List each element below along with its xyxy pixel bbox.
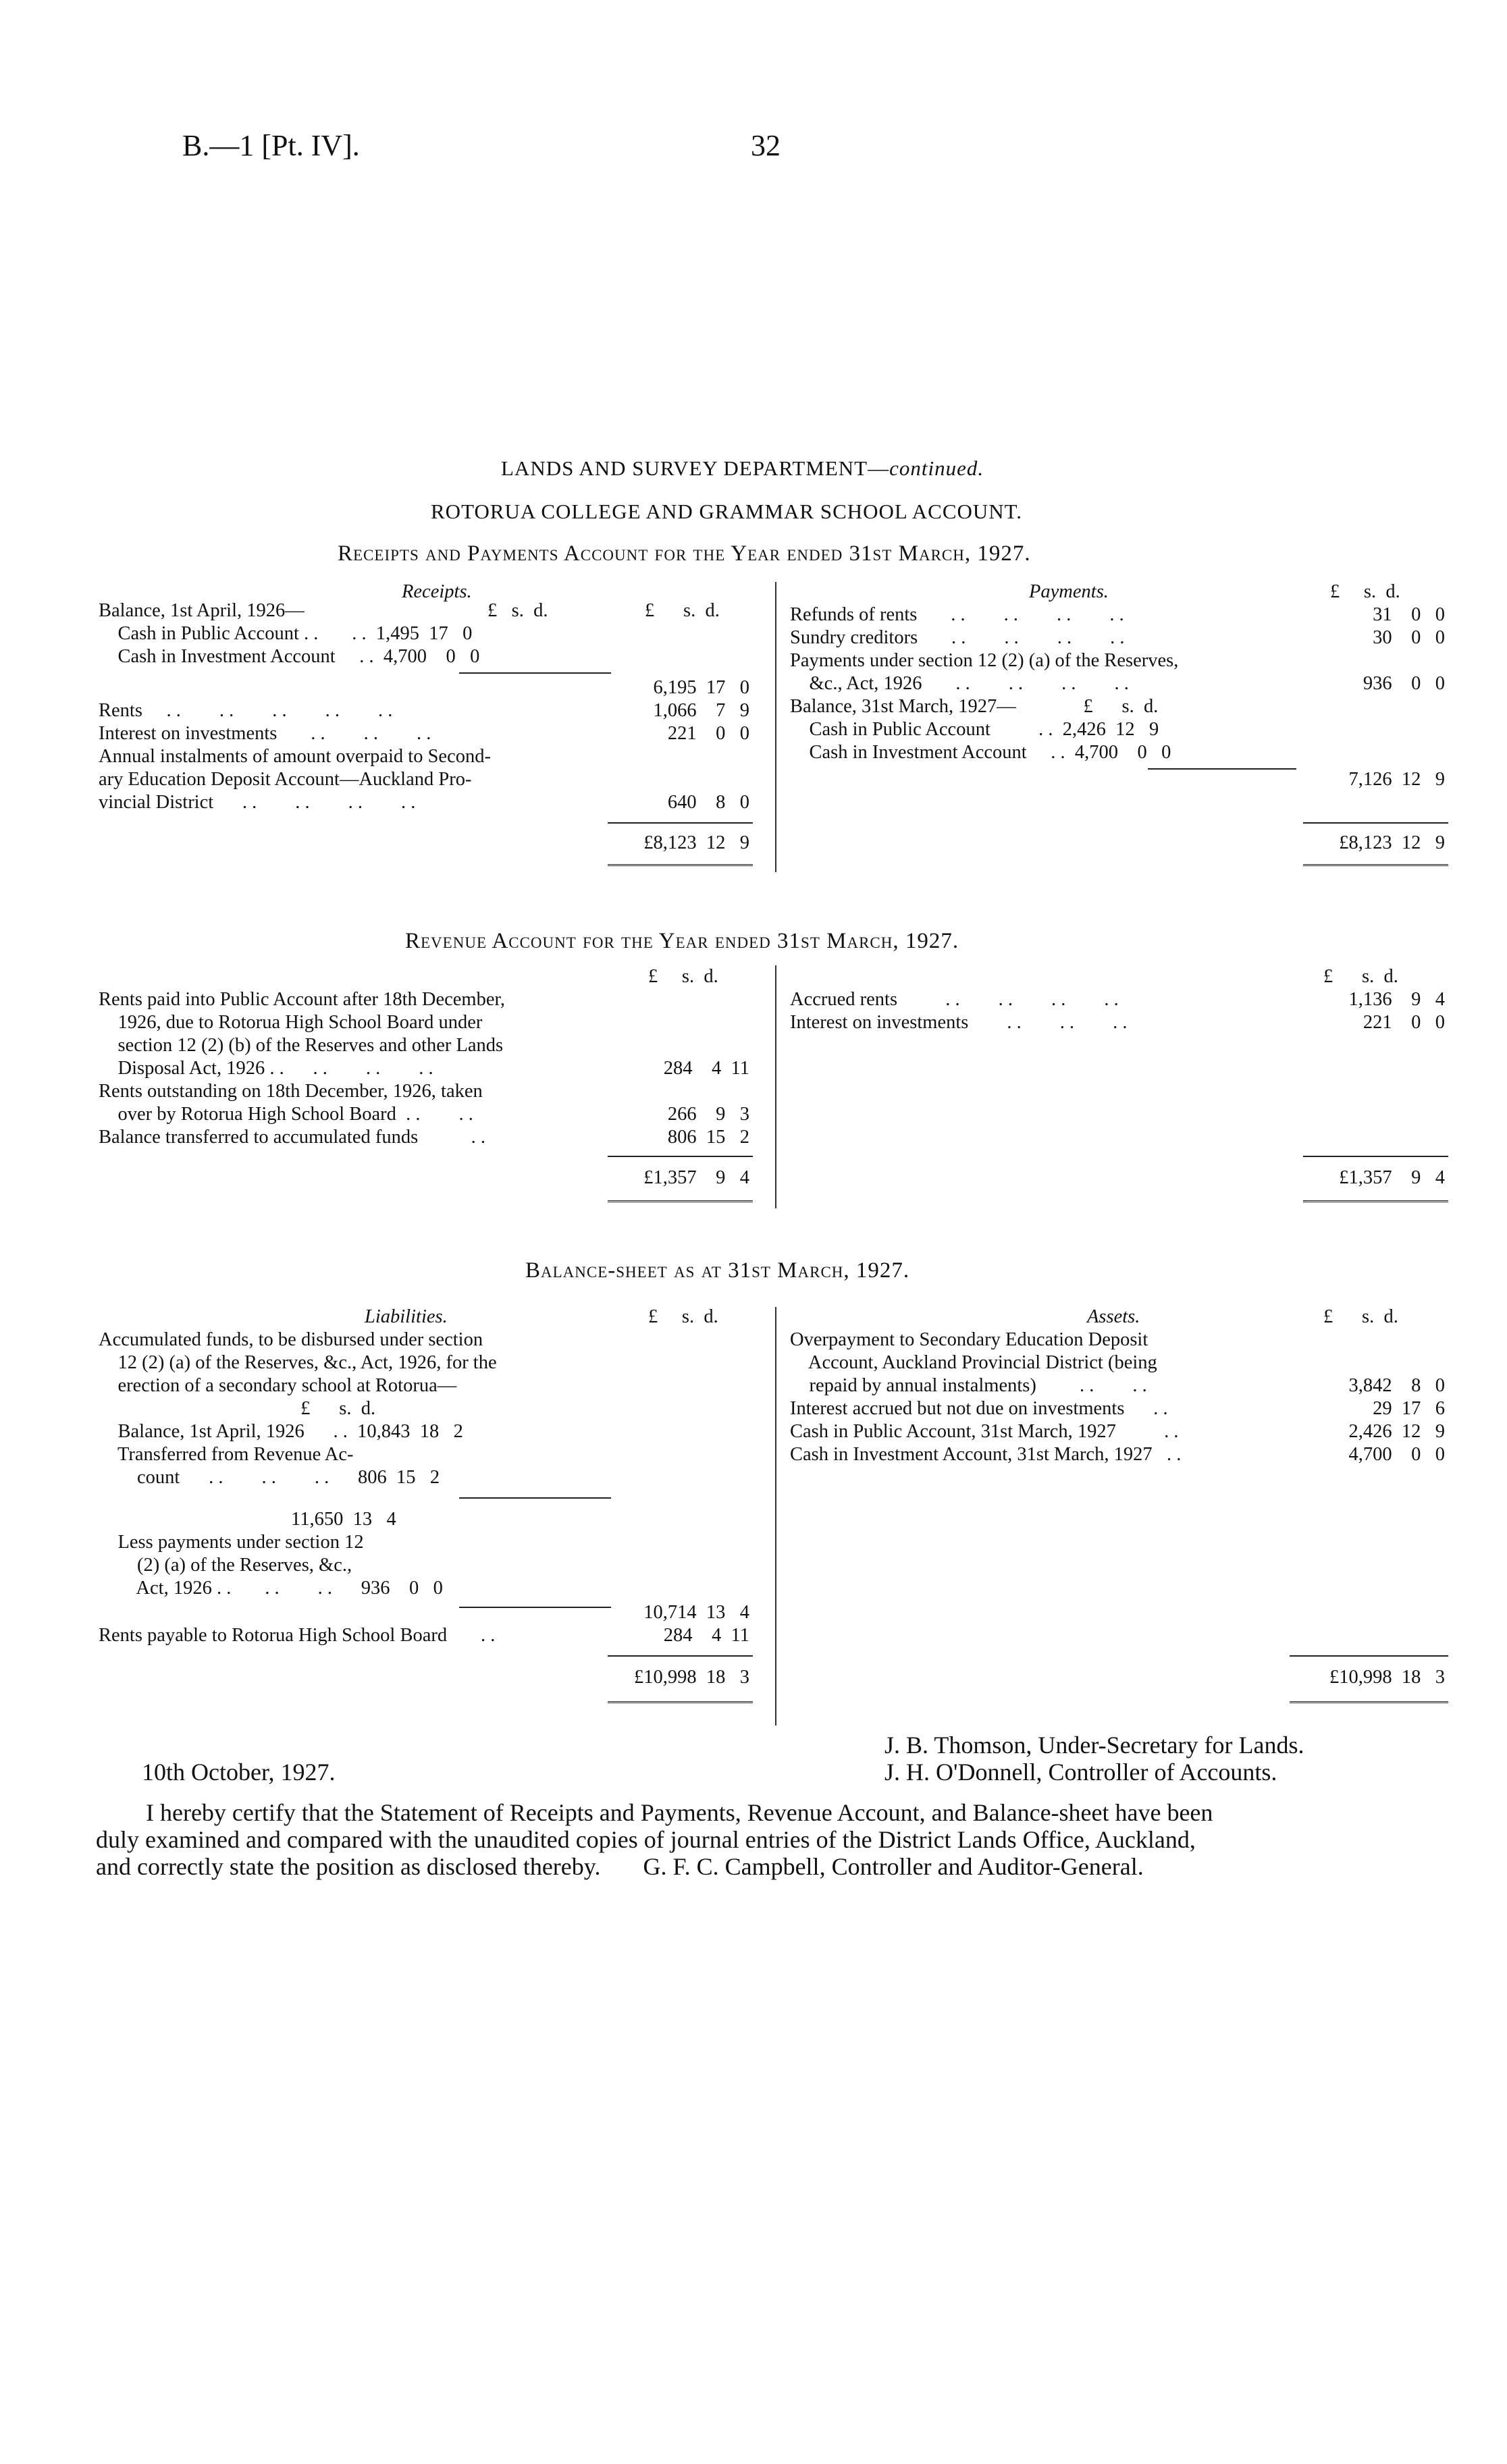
double-rule <box>1303 1200 1448 1206</box>
total-rule <box>608 1156 753 1157</box>
liabilities-total: £10,998 18 3 <box>634 1667 749 1688</box>
double-rule <box>608 864 753 870</box>
total-rule <box>1303 1156 1448 1157</box>
payments-amount: 30 0 0 <box>1373 627 1445 648</box>
assets-line: Account, Auckland Provincial District (being <box>790 1352 1157 1373</box>
revenue-credit-total: £1,357 9 4 <box>1339 1167 1445 1188</box>
revenue-debit-line: Balance transferred to accumulated funds . . <box>99 1127 485 1148</box>
column-divider <box>775 582 776 872</box>
column-divider <box>775 965 776 1208</box>
certificate-line: I hereby certify that the Statement of Receipts and Payments, Revenue Account, and Balance-sheet have been <box>146 1799 1213 1826</box>
receipts-line: Rents . . . . . . . . . . <box>99 700 393 721</box>
payments-amount: 31 0 0 <box>1373 604 1445 625</box>
liabilities-line: Accumulated funds, to be disbursed under section <box>99 1329 483 1350</box>
receipts-line: Cash in Investment Account . . 4,700 0 0 <box>99 646 480 667</box>
payments-total: £8,123 12 9 <box>1339 832 1445 853</box>
signature-thomson: J. B. Thomson, Under-Secretary for Lands. <box>884 1732 1304 1759</box>
liabilities-line: erection of a secondary school at Rotorua— <box>99 1375 457 1396</box>
receipts-outer-columns: £ s. d. <box>645 600 720 621</box>
revenue-credit-amount: 221 0 0 <box>1363 1012 1445 1033</box>
payments-amount: 936 0 0 <box>1363 673 1445 694</box>
revenue-debit-line: section 12 (2) (b) of the Reserves and other Lands <box>99 1035 504 1056</box>
document-reference: B.—1 [Pt. IV]. <box>182 129 360 162</box>
liabilities-columns: £ s. d. <box>648 1306 718 1327</box>
receipts-amount: 6,195 17 0 <box>653 677 749 698</box>
liabilities-line: Less payments under section 12 <box>99 1532 364 1553</box>
revenue-debit-line: 1926, due to Rotorua High School Board under <box>99 1012 483 1033</box>
receipts-payments-title: Receipts and Payments Account for the Year ended 31st March, 1927. <box>338 541 1031 566</box>
subtotal-rule <box>459 672 611 674</box>
column-divider <box>775 1307 776 1725</box>
total-rule <box>1303 822 1448 824</box>
subtotal-rule <box>459 1497 611 1499</box>
payments-amount: 7,126 12 9 <box>1348 769 1445 790</box>
assets-line: Cash in Investment Account, 31st March, 1927 . . <box>790 1444 1182 1465</box>
total-rule <box>1290 1655 1448 1657</box>
revenue-debit-line: Rents paid into Public Account after 18th December, <box>99 989 505 1010</box>
revenue-debit-total: £1,357 9 4 <box>643 1167 749 1188</box>
balance-sheet-title: Balance-sheet as at 31st March, 1927. <box>525 1258 910 1283</box>
assets-columns: £ s. d. <box>1323 1306 1398 1327</box>
assets-amount: 4,700 0 0 <box>1348 1444 1445 1465</box>
revenue-debit-line: Disposal Act, 1926 . . . . . . . . <box>99 1058 433 1079</box>
revenue-credit-line: Interest on investments . . . . . . <box>790 1012 1128 1033</box>
assets-amount: 3,842 8 0 <box>1348 1375 1445 1396</box>
revenue-debit-amount: 284 4 11 <box>663 1058 749 1079</box>
payments-line: Balance, 31st March, 1927— £ s. d. <box>790 696 1159 717</box>
department-title <box>501 456 984 481</box>
total-rule <box>608 1655 753 1657</box>
liabilities-line: 11,650 13 4 <box>99 1509 396 1530</box>
revenue-debit-columns: £ s. d. <box>648 966 718 987</box>
certificate-line: and correctly state the position as disclosed thereby. G. F. C. Campbell, Controller and Auditor-General. <box>96 1853 1144 1880</box>
payments-line: Sundry creditors . . . . . . . . <box>790 627 1125 648</box>
payments-line: Refunds of rents . . . . . . . . <box>790 604 1124 625</box>
assets-line: repaid by annual instalments) . . . . <box>790 1375 1147 1396</box>
liabilities-heading: Liabilities. <box>365 1306 448 1327</box>
assets-heading: Assets. <box>1087 1306 1140 1327</box>
receipts-line: ary Education Deposit Account—Auckland Pro- <box>99 769 472 790</box>
payments-line: &c., Act, 1926 . . . . . . . . <box>790 673 1129 694</box>
liabilities-line: £ s. d. <box>99 1398 376 1419</box>
revenue-credit-line: Accrued rents . . . . . . . . <box>790 989 1119 1010</box>
double-rule <box>608 1200 753 1206</box>
revenue-credit-columns: £ s. d. <box>1323 966 1398 987</box>
receipts-amount: 1,066 7 9 <box>653 700 749 721</box>
signature-date: 10th October, 1927. <box>142 1759 336 1786</box>
receipts-amount: 640 8 0 <box>667 792 749 813</box>
revenue-debit-line: over by Rotorua High School Board . . . . <box>99 1104 473 1125</box>
receipts-inner-columns: £ s. d. <box>487 600 548 621</box>
payments-heading: Payments. <box>1029 581 1109 602</box>
revenue-debit-line: Rents outstanding on 18th December, 1926, taken <box>99 1081 483 1102</box>
liabilities-line: Rents payable to Rotorua High School Board . . <box>99 1625 496 1646</box>
subtotal-rule <box>459 1607 611 1608</box>
liabilities-line: Act, 1926 . . . . . . 936 0 0 <box>99 1578 443 1599</box>
payments-line: Cash in Investment Account . . 4,700 0 0 <box>790 742 1171 763</box>
subtotal-rule <box>1148 768 1296 770</box>
department-title-continued: continued. <box>889 456 984 480</box>
double-rule <box>1303 864 1448 870</box>
liabilities-line: Balance, 1st April, 1926 . . 10,843 18 2 <box>99 1421 463 1442</box>
revenue-credit-amount: 1,136 9 4 <box>1348 989 1445 1010</box>
assets-amount: 29 17 6 <box>1373 1398 1445 1419</box>
receipts-total: £8,123 12 9 <box>643 832 749 853</box>
assets-amount: 2,426 12 9 <box>1348 1421 1445 1442</box>
assets-line: Interest accrued but not due on investments . . <box>790 1398 1168 1419</box>
receipts-heading: Receipts. <box>402 581 472 602</box>
page-number: 32 <box>751 129 781 162</box>
payments-line: Payments under section 12 (2) (a) of the Reserves, <box>790 650 1179 671</box>
receipts-line: Balance, 1st April, 1926— <box>99 600 305 621</box>
liabilities-amount: 284 4 11 <box>663 1625 749 1646</box>
liabilities-amount: 10,714 13 4 <box>643 1602 749 1623</box>
receipts-line: Cash in Public Account . . . . 1,495 17 0 <box>99 623 473 644</box>
liabilities-line: count . . . . . . 806 15 2 <box>99 1467 440 1488</box>
receipts-line: Annual instalments of amount overpaid to Second- <box>99 746 491 767</box>
receipts-amount: 221 0 0 <box>667 723 749 744</box>
account-title: ROTORUA COLLEGE AND GRAMMAR SCHOOL ACCOUNT. <box>431 500 1023 523</box>
assets-line: Cash in Public Account, 31st March, 1927 . . <box>790 1421 1179 1442</box>
liabilities-line: 12 (2) (a) of the Reserves, &c., Act, 1926, for the <box>99 1352 497 1373</box>
liabilities-line: Transferred from Revenue Ac- <box>99 1444 354 1465</box>
liabilities-line: (2) (a) of the Reserves, &c., <box>99 1555 352 1576</box>
department-title-main: LANDS AND SURVEY DEPARTMENT— <box>501 456 890 480</box>
double-rule <box>1290 1701 1448 1707</box>
assets-total: £10,998 18 3 <box>1329 1667 1445 1688</box>
receipts-line: Interest on investments . . . . . . <box>99 723 431 744</box>
certificate-line: duly examined and compared with the unaudited copies of journal entries of the District Lands Office, Auckland, <box>96 1826 1196 1853</box>
double-rule <box>608 1701 753 1707</box>
revenue-debit-amount: 806 15 2 <box>667 1127 749 1148</box>
revenue-debit-amount: 266 9 3 <box>667 1104 749 1125</box>
revenue-title: Revenue Account for the Year ended 31st March, 1927. <box>405 929 959 953</box>
total-rule <box>608 822 753 824</box>
receipts-line: vincial District . . . . . . . . <box>99 792 416 813</box>
payments-columns: £ s. d. <box>1330 581 1400 602</box>
assets-line: Overpayment to Secondary Education Deposit <box>790 1329 1148 1350</box>
signature-odonnell: J. H. O'Donnell, Controller of Accounts. <box>884 1759 1277 1786</box>
payments-line: Cash in Public Account . . 2,426 12 9 <box>790 719 1159 740</box>
